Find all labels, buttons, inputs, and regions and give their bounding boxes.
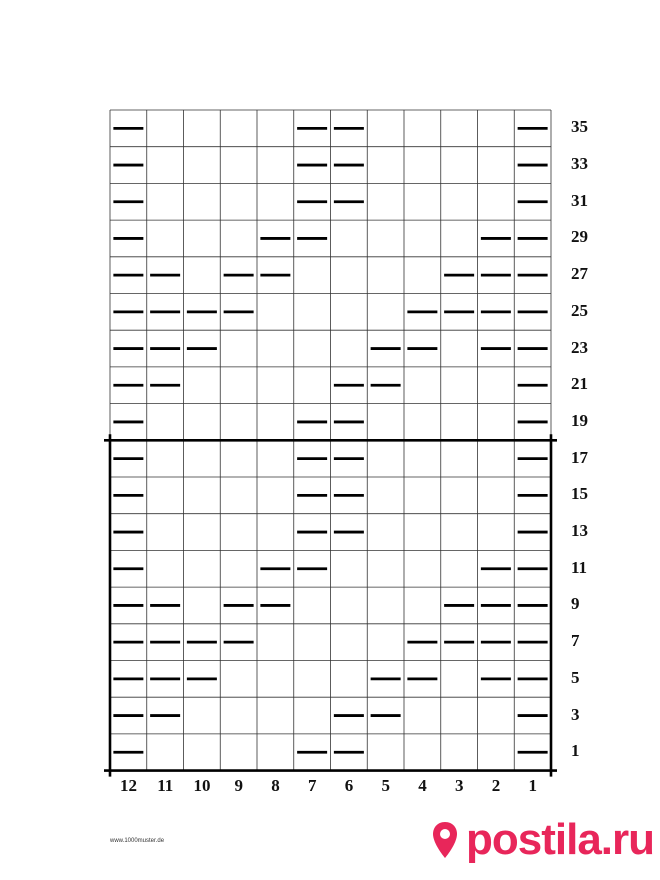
row-label: 29 bbox=[571, 227, 588, 247]
row-label: 31 bbox=[571, 190, 588, 210]
watermark-logo bbox=[438, 812, 654, 868]
column-label: 8 bbox=[271, 776, 280, 795]
row-label: 25 bbox=[571, 300, 588, 320]
row-label: 13 bbox=[571, 521, 588, 541]
row-label: 15 bbox=[571, 484, 588, 504]
row-label: 33 bbox=[571, 154, 588, 174]
row-label: 23 bbox=[571, 337, 588, 357]
column-label: 11 bbox=[157, 776, 174, 795]
column-label: 6 bbox=[344, 776, 354, 795]
column-label: 12 bbox=[120, 776, 137, 795]
column-label: 9 bbox=[234, 776, 243, 795]
source-credit[interactable]: www.1000muster.de bbox=[110, 838, 165, 844]
row-label: 35 bbox=[571, 117, 588, 137]
row-label: 9 bbox=[571, 594, 580, 614]
column-label: 1 bbox=[528, 776, 537, 795]
column-label: 4 bbox=[418, 776, 427, 795]
row-label: 21 bbox=[571, 374, 588, 394]
row-label: 5 bbox=[571, 667, 580, 687]
column-label: 3 bbox=[455, 776, 464, 795]
column-label: 5 bbox=[381, 776, 390, 795]
row-label: 19 bbox=[571, 410, 588, 430]
pin-icon bbox=[430, 820, 460, 860]
watermark-text: postila.ru bbox=[466, 815, 655, 864]
row-label: 27 bbox=[571, 264, 588, 284]
row-label: 3 bbox=[571, 704, 580, 724]
column-label: 2 bbox=[491, 776, 501, 795]
column-label: 7 bbox=[308, 776, 317, 795]
column-label: 10 bbox=[193, 776, 211, 795]
row-label: 1 bbox=[571, 741, 580, 761]
row-label: 17 bbox=[571, 447, 588, 467]
row-label: 7 bbox=[571, 631, 580, 651]
row-label: 11 bbox=[571, 557, 588, 577]
